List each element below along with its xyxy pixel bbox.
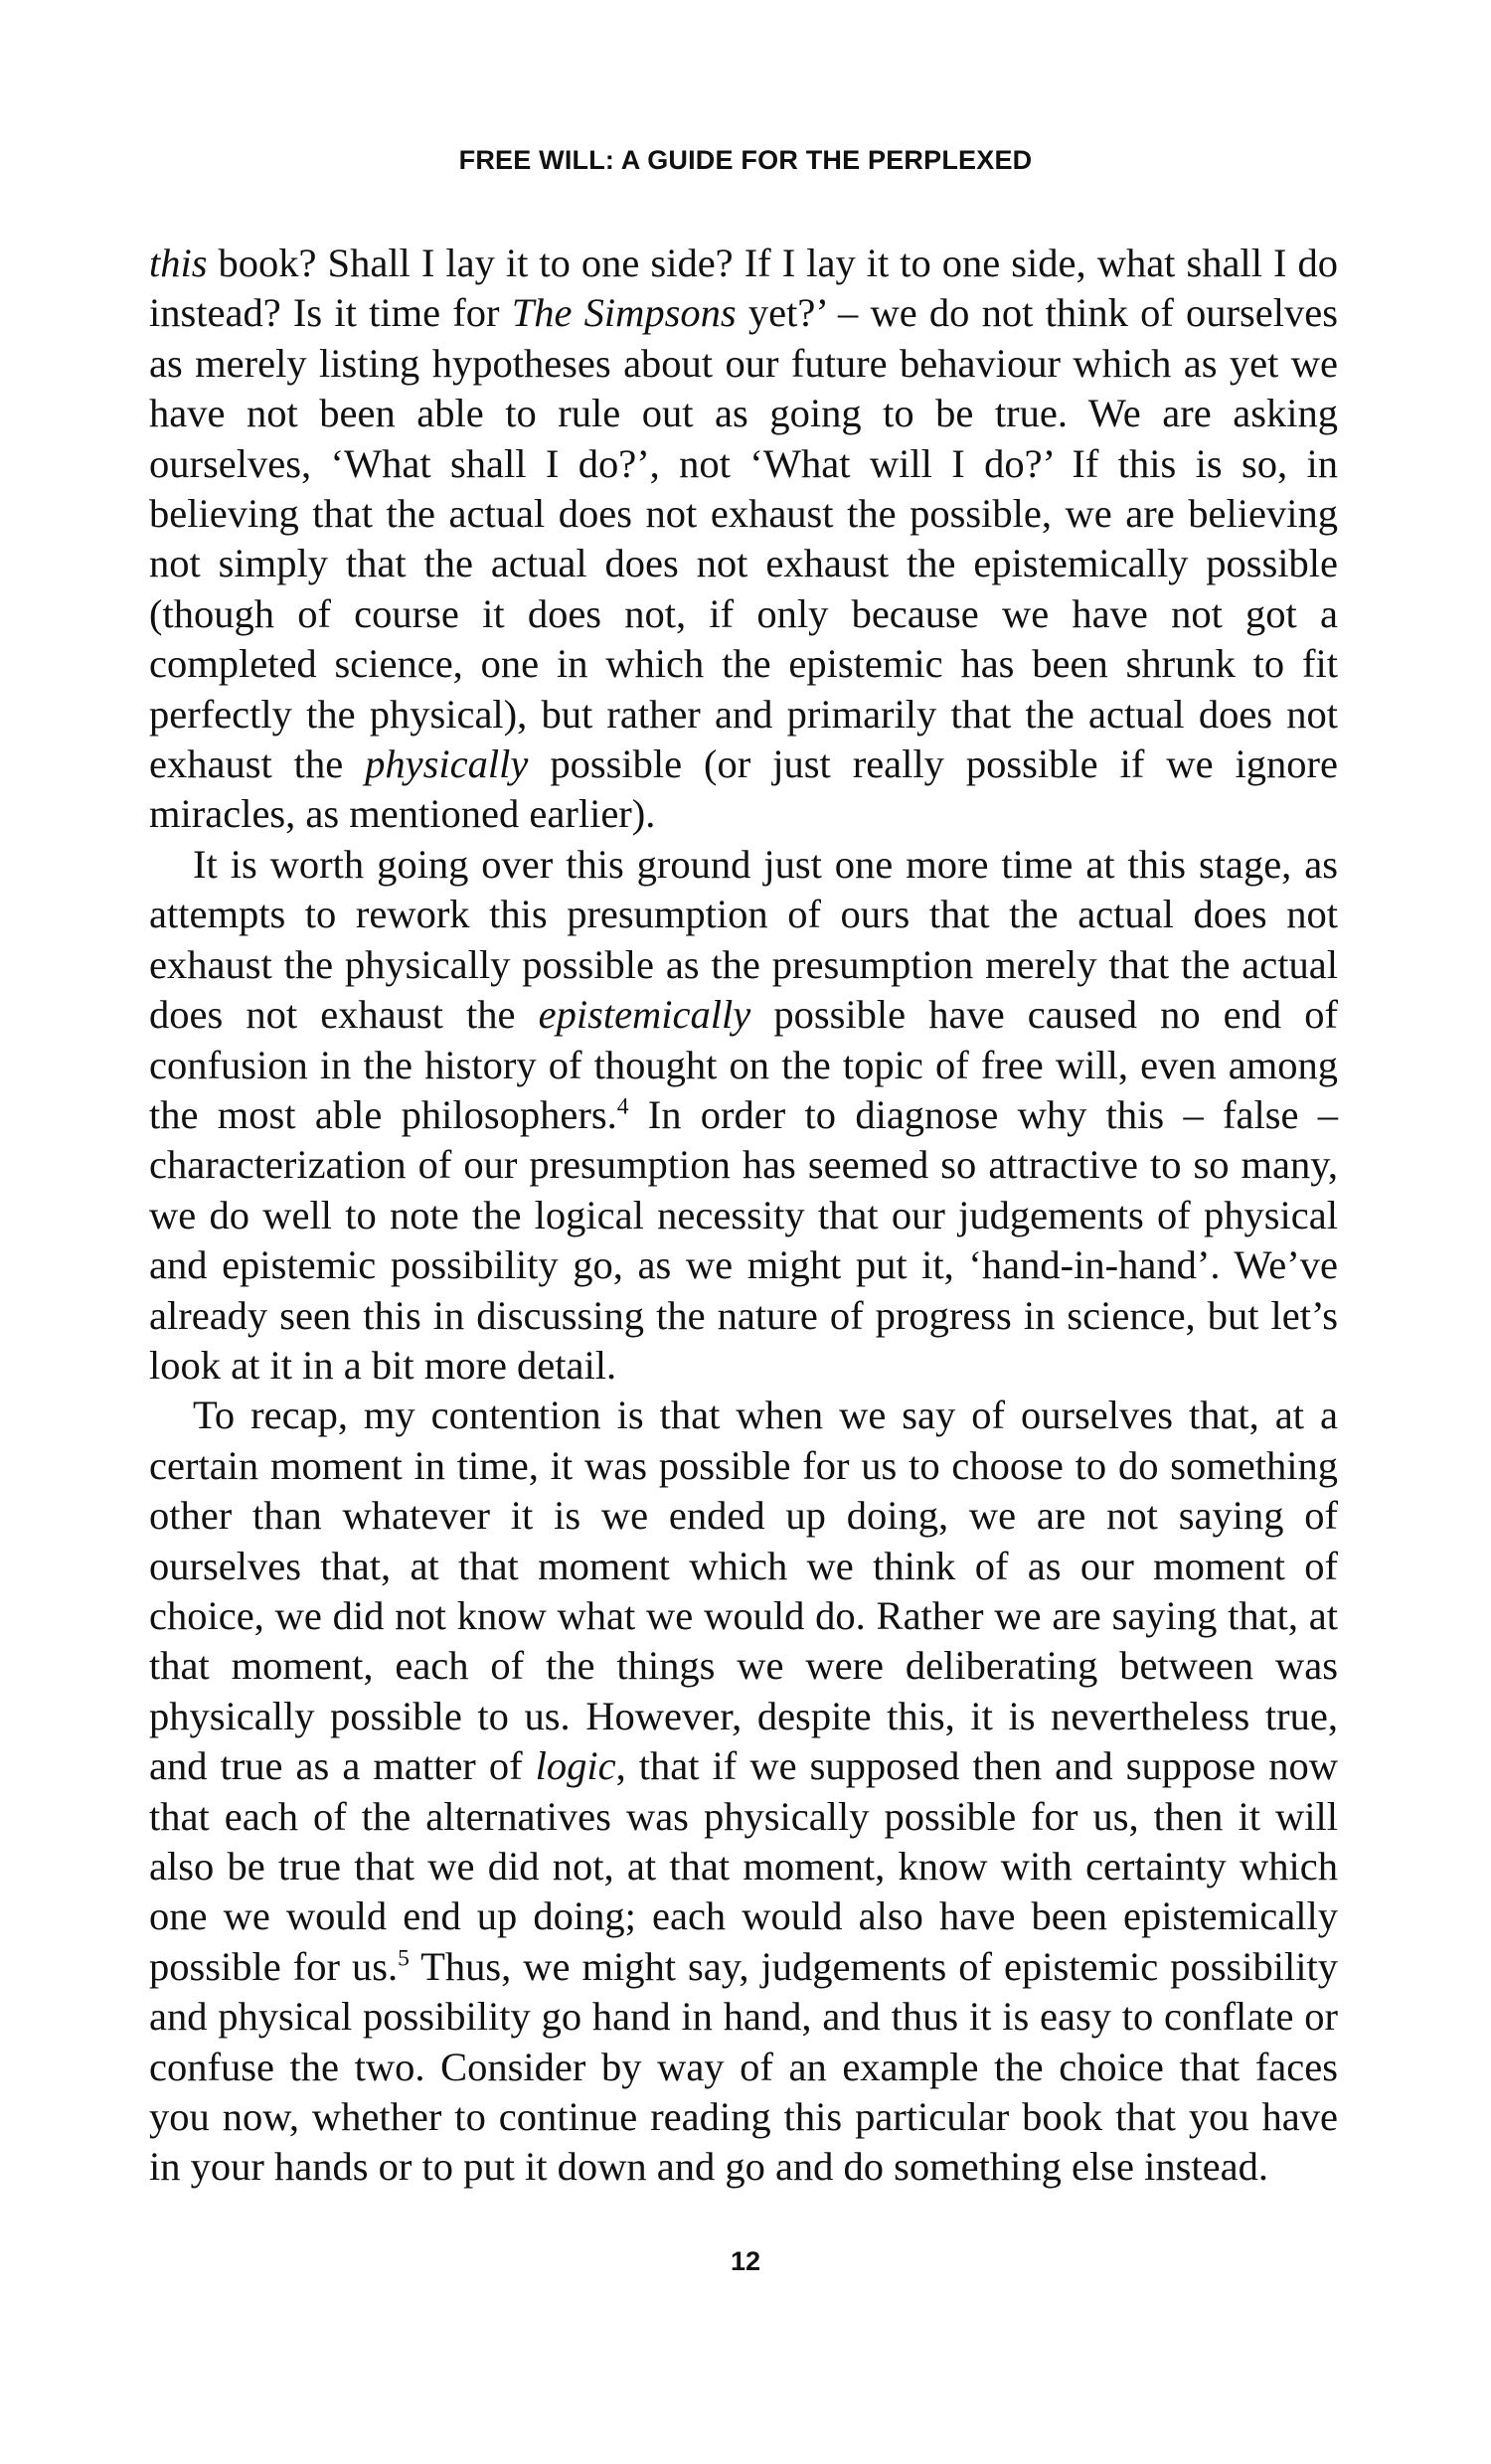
footnote-ref: 4 (616, 1093, 629, 1120)
text-run: In order to diagnose why this – false – characterization of our presumption has seemed so attractive to so many, we do well to note the logical necessity that our judgements of physical and epistemic possibility go, as we might put it, ‘hand-in-hand’. We’ve already seen this in discussing the nature of progress in science, but let’s look at it in a bit more detail. (149, 1091, 1338, 1388)
text-run: yet?’ – we do not think of ourselves as merely listing hypotheses about our future behaviour which as yet we have not been able to rule out as going to be true. We are asking ourselves, ‘What shall I do?’, not ‘What will I do?’ If this is so, in believing that the actual does not exhaust the possible, we are believing not simply that the actual does not exhaust the epistemically possible (though of course it does not, if only because we have not got a completed science, one in which the epistemic has been shrunk to fit perfectly the physical), but rather and primarily that the actual does not exhaust the (149, 290, 1338, 787)
text-run: possible (or just really possible if we ignore miracles, as mentioned earlier). (149, 741, 1338, 837)
text-run: To recap, my contention is that when we say of ourselves that, at a certain moment in time, it was possible for us to choose to do something other than whatever it is we ended up doing, we are not saying of ourselves that, at that moment which we think of as our moment of choice, we did not know what we would do. Rather we are saying that, at that moment, each of the things we were deliberating between was physically possible to us. However, despite this, it is nevertheless true, and true as a matter of (149, 1393, 1338, 1789)
italic-text: this (149, 241, 208, 285)
paragraph (149, 1391, 1338, 2193)
italic-text: logic (535, 1743, 616, 1789)
text-run: Thus, we might say, judgements of epistemic possibility and physical possibility go hand in hand, and thus it is easy to conflate or confuse the two. Consider by way of an example the choice that faces you now, whether to continue reading this particular book that you have in your hands or to put it down and go and do something else instead. (149, 1943, 1338, 2190)
italic-text: epistemically (538, 992, 751, 1038)
text-run: possible have caused no end of confusion in the history of thought on the topic of free will, even among the most able philosophers. (149, 992, 1338, 1137)
paragraph (149, 840, 1338, 1391)
text-run: It is worth going over this ground just one more time at this stage, as attempts to rework this presumption of ours that the actual does not exhaust the physically possible as the presumption merely that the actual does not exhaust the (149, 841, 1338, 1038)
italic-text: physically (365, 741, 529, 787)
body-text (149, 239, 1338, 2193)
page-number: 12 (730, 2246, 761, 2276)
running-head: FREE WILL: A GUIDE FOR THE PERPLEXED (458, 145, 1033, 175)
italic-text: The Simpsons (511, 290, 737, 336)
text-run: , that if we supposed then and suppose now that each of the alternatives was physically possible for us, then it will also be true that we did not, at that moment, know with certainty which one we would end up doing; each would also have been epistemically possible for us. (149, 1743, 1338, 1989)
text-run: book? Shall I lay it to one side? If I lay it to one side, what shall I do instead? Is it time for (149, 241, 1338, 336)
paragraph (149, 239, 1338, 840)
footnote-ref: 5 (398, 1945, 410, 1972)
